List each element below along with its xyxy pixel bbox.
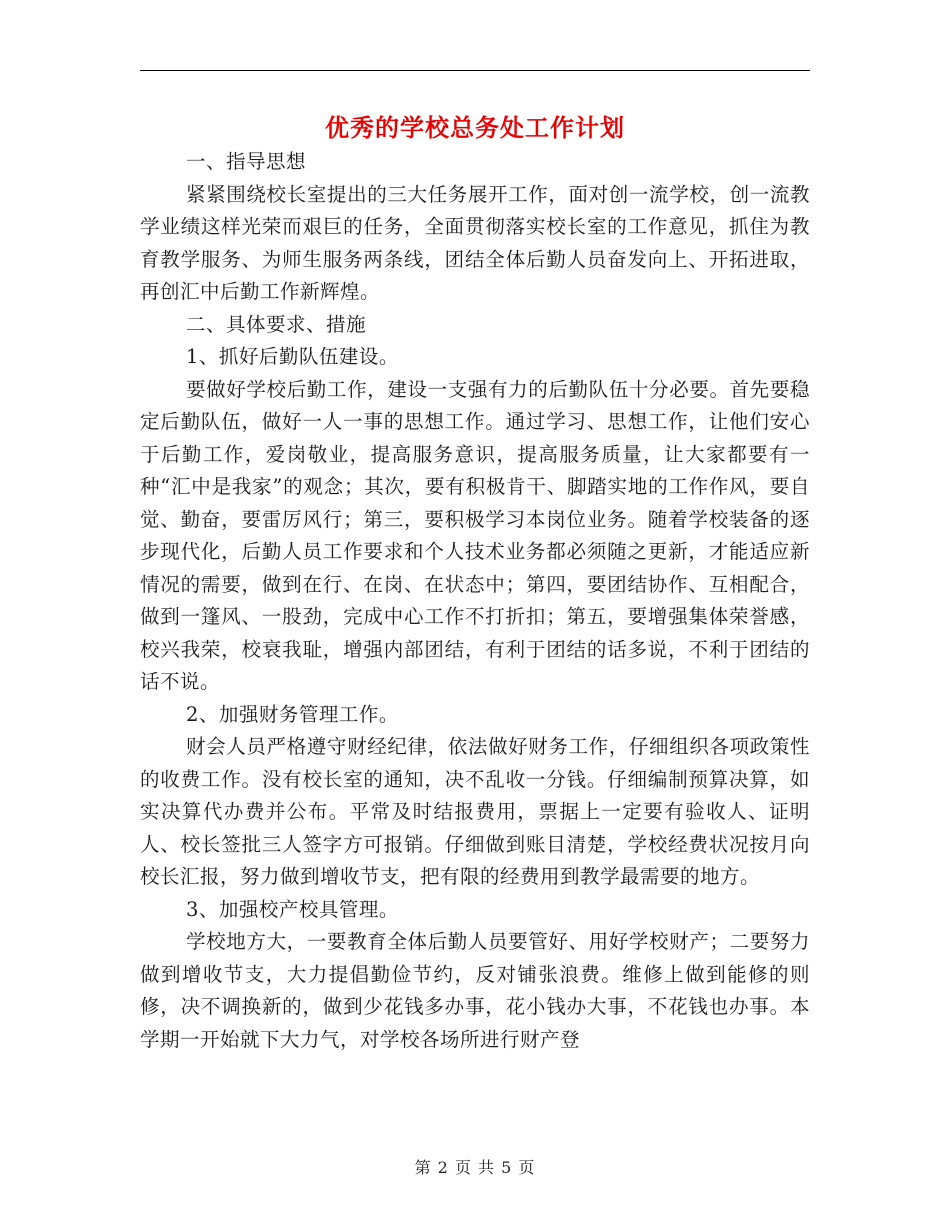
paragraph-team-building: 要做好学校后勤工作，建设一支强有力的后勤队伍十分必要。首先要稳定后勤队伍，做好一人一事的思想工作。通过学习、思想工作，让他们安心于后勤工作，爱岗敬业，提高服务意识，提高服务质量，让大家都要有一种“汇中是我家”的观念；其次，要有积极肯干、脚踏实地的工作作风，要自觉、勤奋，要雷厉风行；第三，要积极学习本岗位业务。随着学校装备的逐步现代化，后勤人员工作要求和个人技术业务都必须随之更新，才能适应新情况的需要，做到在行、在岗、在状态中；第四，要团结协作、互相配合，做到一篷风、一股劲，完成中心工作不打折扣；第五，要增强集体荣誉感，校兴我荣，校衰我耻，增强内部团结，有利于团结的话多说，不利于团结的话不说。 <box>140 377 810 693</box>
header-rule <box>140 70 810 71</box>
page-number-footer: 第 2 页 共 5 页 <box>414 1158 536 1177</box>
section-heading-guiding-ideology: 一、指导思想 <box>186 150 307 173</box>
document-body <box>140 146 810 1056</box>
subheading-team-building: 1、抓好后勤队伍建设。 <box>186 345 399 368</box>
subheading-assets: 3、加强校产校具管理。 <box>186 897 399 921</box>
subheading-finance: 2、加强财务管理工作。 <box>186 702 399 726</box>
section-heading-requirements: 二、具体要求、措施 <box>186 312 367 336</box>
paragraph-finance: 财会人员严格遵守财经纪律，依法做好财务工作，仔细组织各项政策性的收费工作。没有校长室的通知，决不乱收一分钱。仔细编制预算决算，如实决算代办费并公布。平常及时结报费用，票据上一定要有验收人、证明人、校长签批三人签字方可报销。仔细做到账目清楚，学校经费状况按月向校长汇报，努力做到增收节支，把有限的经费用到教学最需要的地方。 <box>140 735 810 888</box>
paragraph-assets: 学校地方大，一要教育全体后勤人员要管好、用好学校财产；二要努力做到增收节支，大力提倡勤俭节约，反对铺张浪费。维修上做到能修的则修，决不调换新的，做到少花钱多办事，花小钱办大事，不花钱也办事。本学期一开始就下大力气，对学校各场所进行财产登 <box>140 930 810 1051</box>
document-title: 优秀的学校总务处工作计划 <box>325 113 625 142</box>
paragraph-guiding-ideology: 紧紧围绕校长室提出的三大任务展开工作，面对创一流学校，创一流教学业绩这样光荣而艰巨的任务，全面贯彻落实校长室的工作意见，抓住为教育教学服务、为师生服务两条线，团结全体后勤人员奋发向上、开拓进取，再创汇中后勤工作新辉煌。 <box>140 182 810 303</box>
